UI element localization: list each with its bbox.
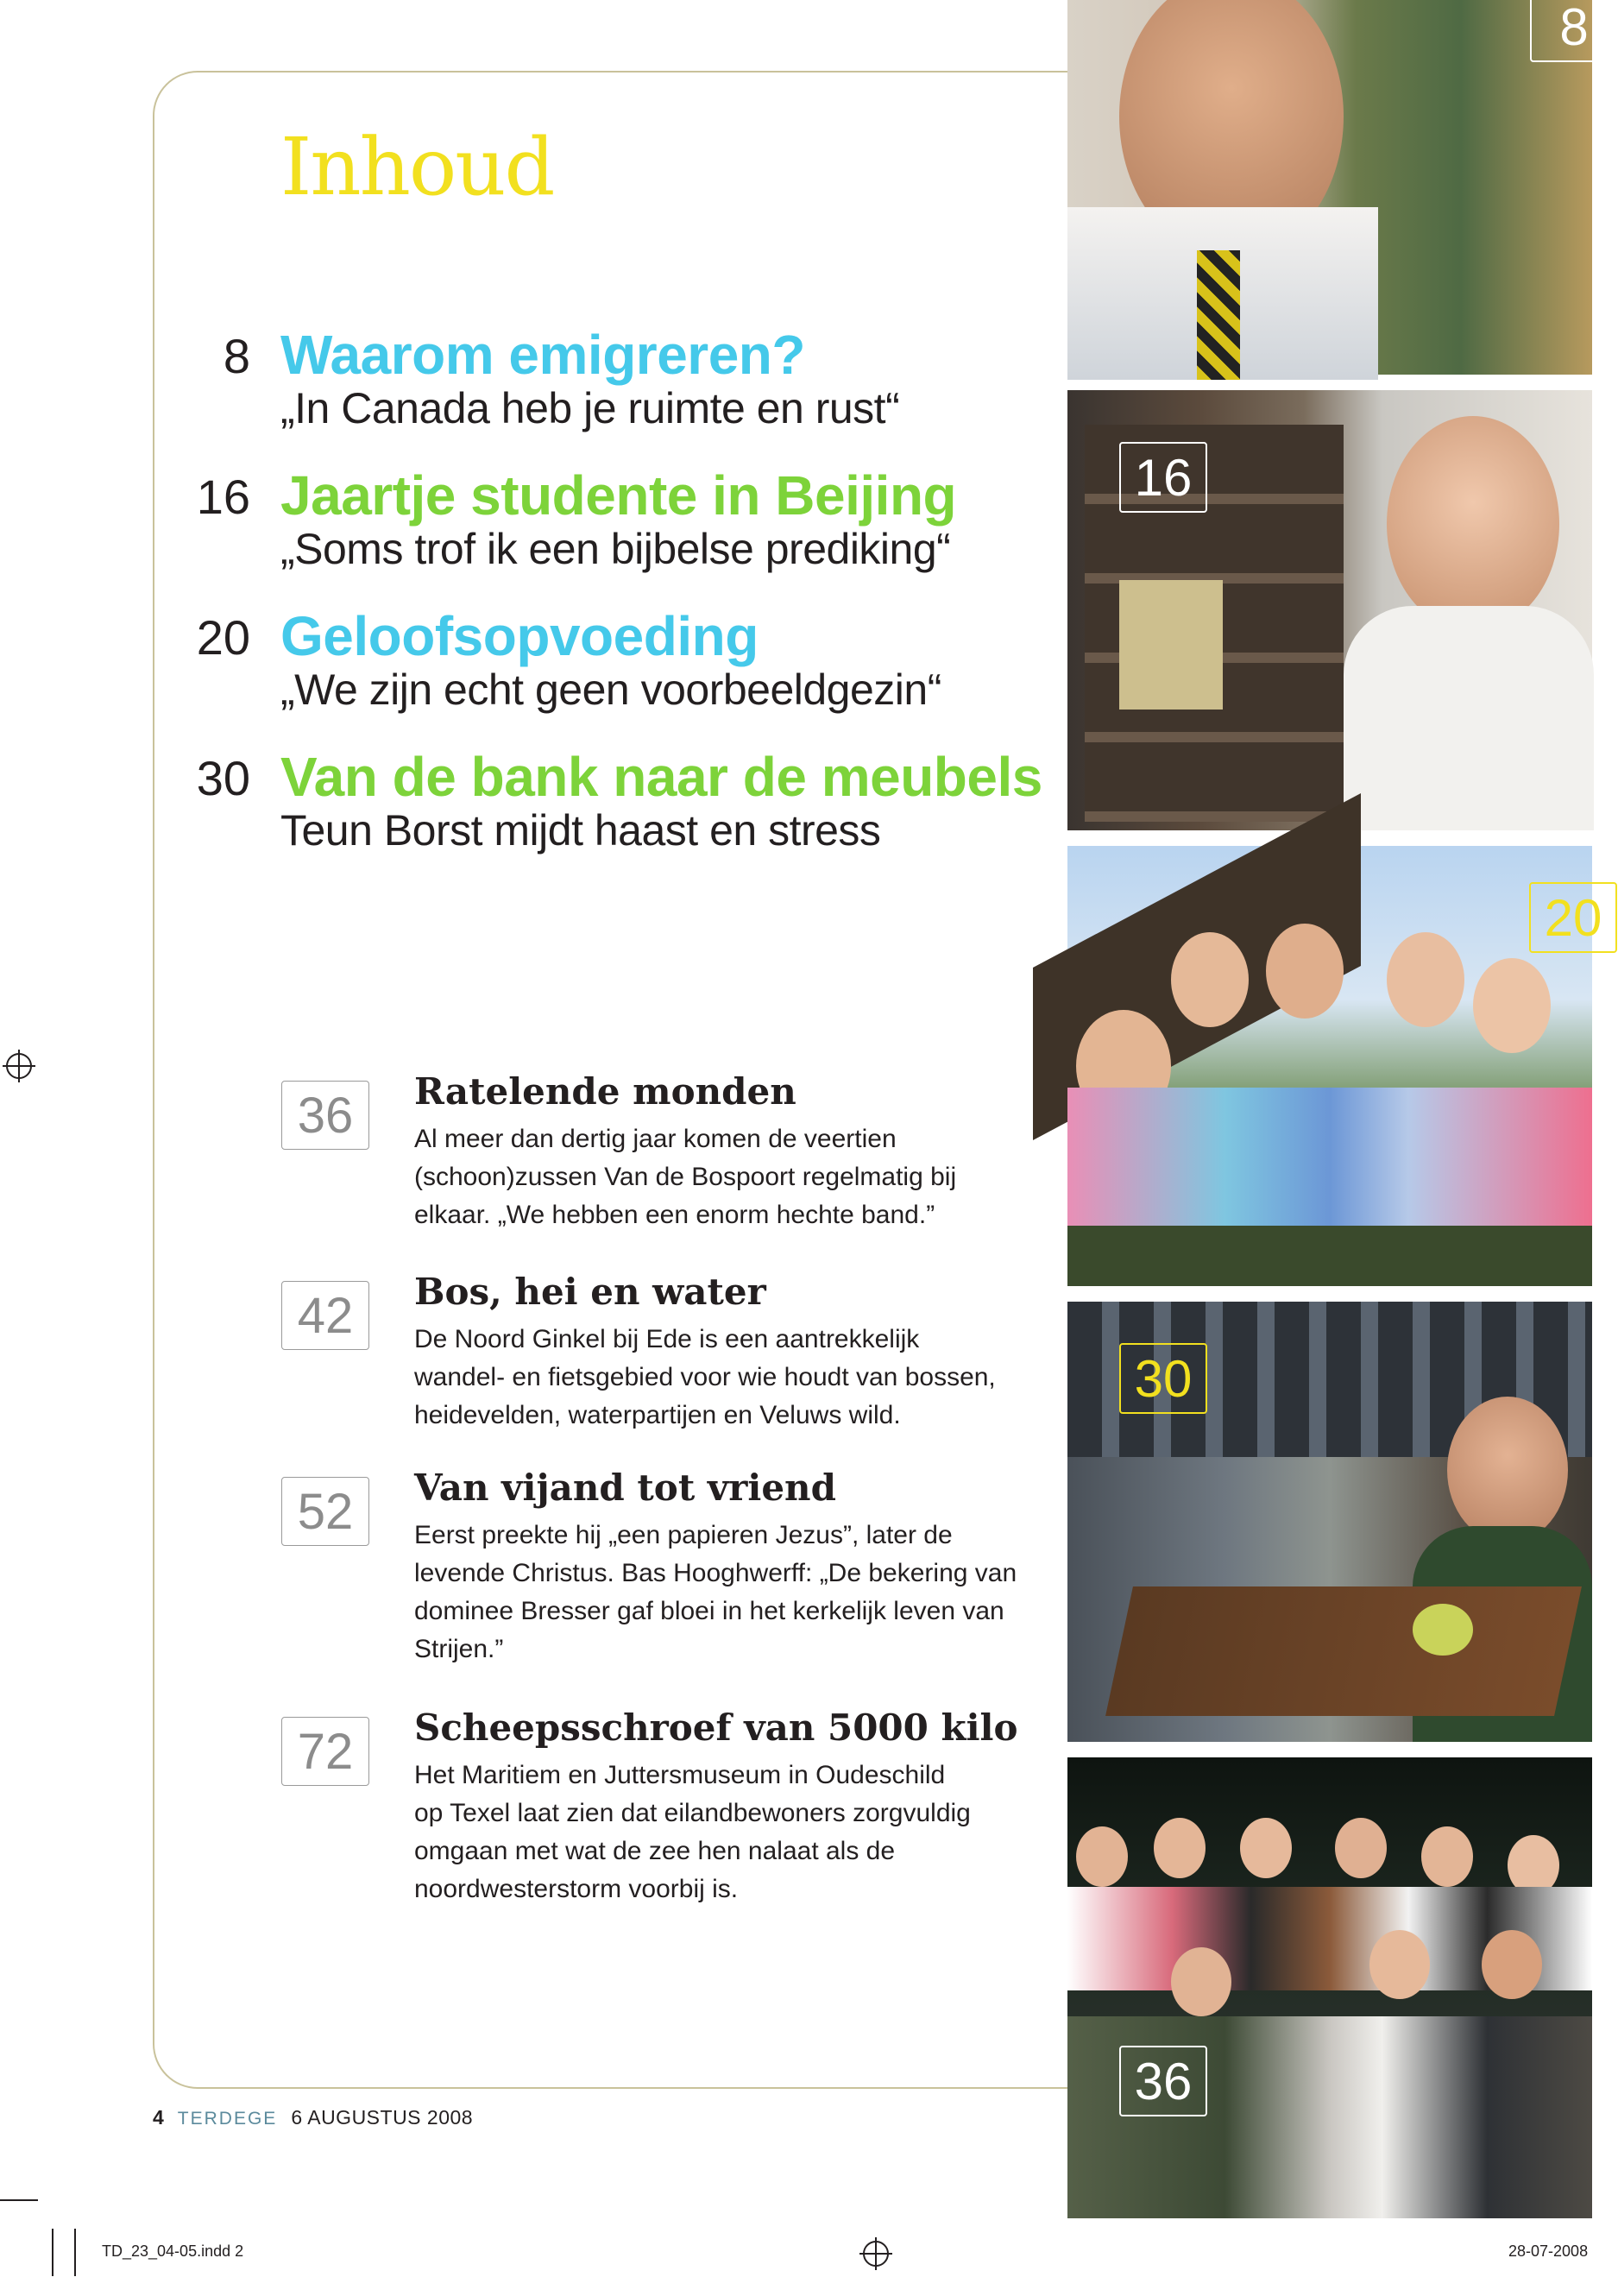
article-summary: Al meer dan dertig jaar komen de veertien (schoon)zussen Van de Bospoort regelmatig bij elkaar. „We hebben een enorm hechte band.” [414, 1125, 957, 1229]
article-headline: Ratelende monden [414, 1070, 796, 1113]
registration-mark-icon [6, 1053, 32, 1079]
photo-page-badge: 36 [1119, 2046, 1207, 2116]
article-page-box: 36 [281, 1081, 369, 1150]
footer-magazine-name: TERDEGE [177, 2109, 278, 2129]
feature-page-number: 16 [196, 470, 250, 524]
article-headline: Scheepsschroef van 5000 kilo [414, 1706, 1018, 1749]
registration-mark-icon [863, 2241, 889, 2267]
crop-mark [74, 2229, 76, 2276]
page-title: Inhoud [280, 121, 554, 213]
article-headline: Van vijand tot vriend [414, 1467, 836, 1509]
crop-mark [0, 2199, 38, 2201]
feature-subline: „We zijn echt geen voorbeeldgezin“ [280, 665, 941, 714]
photo-emigration[interactable] [1067, 0, 1592, 375]
print-file-name: TD_23_04-05.indd 2 [102, 2242, 244, 2260]
photo-furniture-maker[interactable] [1067, 1302, 1592, 1742]
page-footer [153, 2106, 473, 2129]
article-page-box: 42 [281, 1281, 369, 1350]
feature-subline: „Soms trof ik een bijbelse prediking“ [280, 525, 951, 573]
feature-headline: Van de bank naar de meubels [280, 746, 1042, 808]
feature-headline: Jaartje studente in Beijing [280, 464, 957, 527]
photo-beijing[interactable] [1067, 390, 1592, 830]
article-summary: De Noord Ginkel bij Ede is een aantrekkelijk wandel- en fietsgebied voor wie houdt van bossen, heidevelden, waterpartijen en Veluws wild. [414, 1325, 996, 1429]
article-headline: Bos, hei en water [414, 1271, 766, 1313]
crop-mark [52, 2229, 54, 2276]
photo-page-badge: 20 [1529, 882, 1617, 953]
feature-headline: Waarom emigreren? [280, 324, 805, 386]
article-page-box: 52 [281, 1477, 369, 1546]
photo-page-badge: 8 [1530, 0, 1618, 62]
article-page-box: 72 [281, 1717, 369, 1786]
article-summary: Eerst preekte hij „een papieren Jezus”, later de levende Christus. Bas Hooghwerff: „De bekering van dominee Bresser gaf bloei in het kerkelijk leven van Strijen.” [414, 1521, 1017, 1663]
photo-page-badge: 30 [1119, 1343, 1207, 1414]
photo-sisters[interactable] [1067, 1757, 1592, 2218]
feature-page-number: 30 [196, 751, 250, 805]
footer-page-number: 4 [153, 2106, 164, 2129]
footer-date: 6 AUGUSTUS 2008 [291, 2106, 474, 2129]
feature-page-number: 20 [196, 610, 250, 665]
article-summary: Het Maritiem en Juttersmuseum in Oudeschild op Texel laat zien dat eilandbewoners zorgvuldig omgaan met wat de zee hen nalaat als de noordwesterstorm voorbij is. [414, 1761, 971, 1903]
feature-page-number: 8 [223, 329, 250, 383]
photo-family[interactable] [1067, 846, 1602, 1286]
feature-subline: Teun Borst mijdt haast en stress [280, 806, 881, 855]
photo-page-badge: 16 [1119, 442, 1207, 513]
print-date: 28-07-2008 [1508, 2242, 1589, 2260]
feature-subline: „In Canada heb je ruimte en rust“ [280, 384, 900, 432]
feature-headline: Geloofsopvoeding [280, 605, 759, 667]
